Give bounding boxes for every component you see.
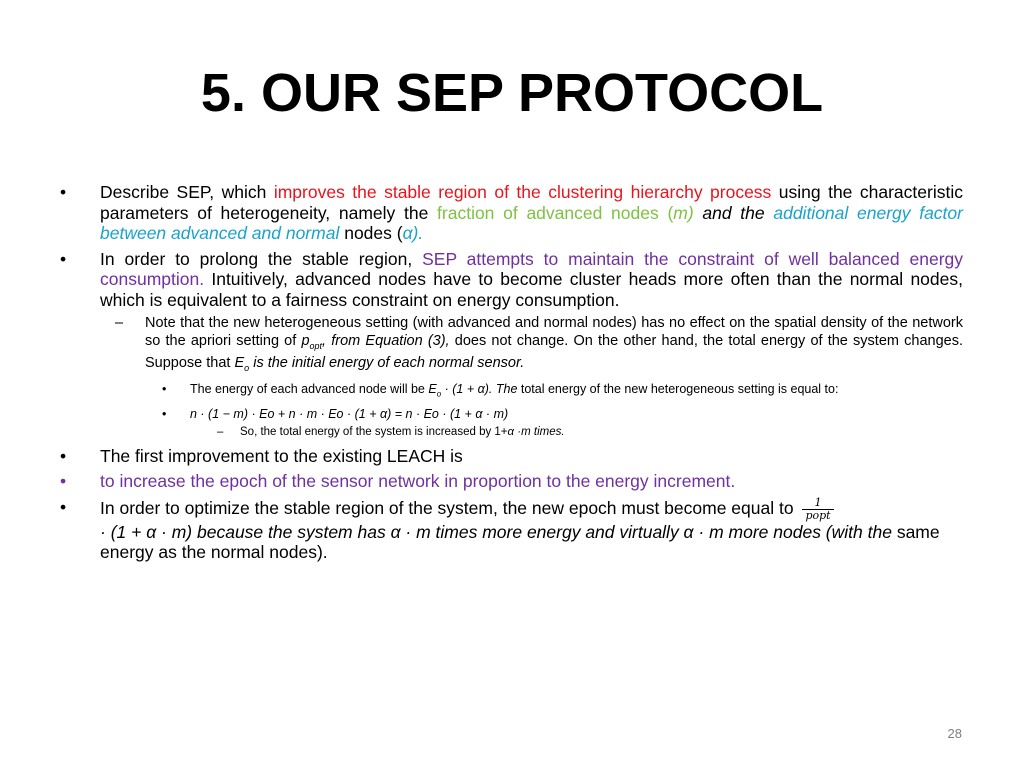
bullet-first-improvement [60, 446, 963, 467]
text-italic: E [428, 382, 437, 397]
text: The energy of each advanced node will be [190, 382, 429, 397]
bullet-prolong-stable-region [60, 249, 963, 311]
highlight-cyan-italic: additional energy factor between advanced and normal [100, 202, 963, 243]
text: The first improvement to the existing LEACH is [100, 445, 463, 466]
highlight-cyan-italic: α). [402, 223, 424, 243]
bullet-marker: • [60, 248, 67, 269]
highlight-green-italic: m) [673, 202, 694, 223]
text-italic: E [234, 354, 245, 371]
bullet-describe-sep [60, 182, 963, 244]
fraction-numerator: 1 [802, 497, 833, 510]
text-italic: α ·m times. [507, 425, 565, 438]
sub-bullet-heterogeneous-setting [60, 315, 963, 377]
formula: n · (1 − m) · Eo + n · m · Eo · (1 + α) = n · Eo · (1 + α · m) [190, 406, 509, 421]
dash-marker: – [115, 315, 124, 331]
fraction-one-over-popt [802, 497, 833, 522]
subscript: opt [309, 340, 323, 351]
bullet-marker: • [60, 496, 67, 517]
slide-title: 5. OUR SEP PROTOCOL [200, 63, 824, 123]
text: using the characteristic parameters of heterogeneity, namely the [100, 182, 963, 223]
text: same energy as the normal nodes). [100, 521, 940, 563]
bullet-optimize-stable-region [60, 497, 963, 563]
text: In order to prolong the stable region, [100, 248, 423, 269]
text: So, the total energy of the system is increased by 1+ [240, 425, 508, 438]
text: Intuitively, advanced nodes have to become cluster heads more often than the normal nodes, which is equivalent to a fairness constraint on energy consumption. [100, 269, 963, 310]
bullet-marker: • [162, 406, 167, 421]
text: nodes ( [339, 223, 403, 243]
text-italic: p [301, 332, 310, 349]
highlight-red: improves the stable region of the clustering hierarchy process [273, 182, 772, 202]
bullet-marker: • [162, 382, 167, 397]
text-italic: , from Equation (3), [322, 332, 450, 349]
highlight-purple: to increase the epoch of the sensor network in proportion to the energy increment. [100, 471, 736, 492]
sub-sub-sub-bullet-energy-increase [60, 425, 963, 440]
highlight-green: fraction of advanced nodes [437, 202, 659, 223]
dash-marker: – [217, 425, 224, 438]
subscript: o [436, 389, 442, 399]
sub-sub-bullet-total-energy-formula [60, 406, 963, 422]
bullet-marker: • [60, 445, 67, 466]
text: In order to optimize the stable region of the system, the new epoch must become equal to [100, 497, 794, 518]
bullet-increase-epoch [60, 471, 963, 492]
text: Describe SEP, which [100, 182, 274, 202]
text: does not change. On the other hand, the total energy of the system changes. Suppose that [145, 332, 963, 371]
text-italic: · (1 + α). The [441, 382, 518, 397]
page-number: 28 [947, 726, 962, 741]
text: Note that the new heterogeneous setting (with advanced and normal nodes) has no effect on the spatial density of the network so the apriori setting of [145, 315, 963, 349]
highlight-green: ( [658, 202, 674, 223]
sub-sub-bullet-advanced-energy [60, 381, 963, 403]
highlight-purple: SEP attempts to maintain the constraint of well balanced energy consumption. [100, 248, 964, 289]
text-italic: and the [693, 202, 765, 223]
text-italic: is the initial energy of each normal sensor. [249, 354, 525, 371]
bullet-marker: • [60, 471, 67, 492]
text: total energy of the new heterogeneous setting is equal to: [517, 382, 839, 397]
fraction-denominator: popt [805, 508, 831, 522]
bullet-marker: • [60, 182, 67, 202]
subscript: o [244, 362, 250, 373]
text-italic: · (1 + α · m) because the system has α · m times more energy and virtually α · m more nodes (with the [100, 521, 892, 542]
slide-content [60, 182, 963, 568]
